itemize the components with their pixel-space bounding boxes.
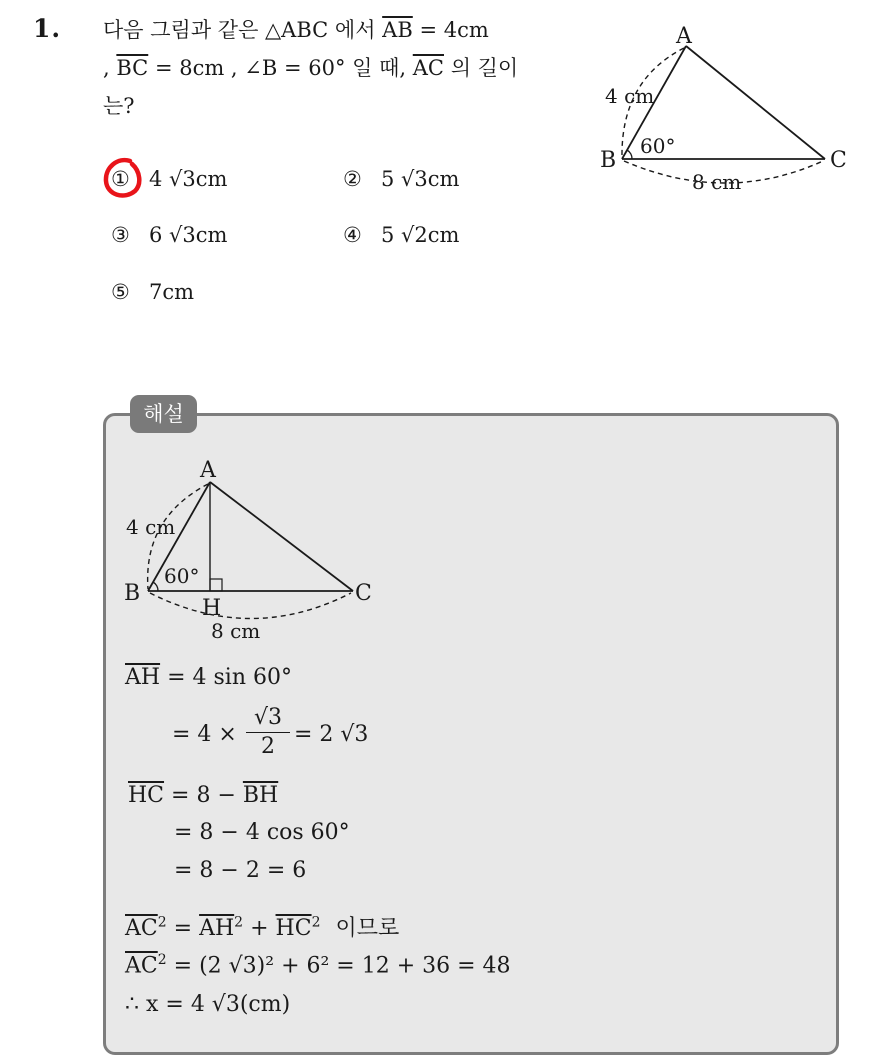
sol-label-side-bc: 8 cm xyxy=(211,619,261,642)
equation-ah-value: = 4 × xyxy=(172,722,237,747)
question-text: , xyxy=(103,56,117,80)
label-angle: 60° xyxy=(640,134,676,158)
label-side-bc: 8 cm xyxy=(692,170,742,194)
solution-triangle-diagram xyxy=(115,452,385,642)
choice-2[interactable]: ② 5 √3cm xyxy=(343,167,460,191)
question-line-2 xyxy=(103,52,518,82)
equation-hc: $\overline{HC} = 8 - \overline{BH}$ xyxy=(128,783,279,808)
question-line-1 xyxy=(103,14,489,44)
sol-label-side-ab: 4 cm xyxy=(126,515,176,539)
label-b: B xyxy=(600,148,617,173)
sol-label-a: A xyxy=(200,458,216,483)
equation-conclusion: ∴ x = 4 √3(cm) xyxy=(125,992,291,1017)
choice-3[interactable]: ③ 6 √3cm xyxy=(111,223,228,247)
segment-ac: $\overline{AC}$ xyxy=(412,56,444,80)
label-a: A xyxy=(676,24,692,49)
question-number: 1. xyxy=(33,14,62,43)
equation-pythagoras: $\overline{AC}^2 = \overline{AH}^2 + \overline{HC}^2$ 이므로 xyxy=(125,914,400,941)
equation-ah: $\overline{AH} = 4$ sin 60° xyxy=(125,665,292,690)
fraction-sqrt3-over-2: √3 2 xyxy=(246,704,290,761)
equation-ac-squared: $\overline{AC}^2 = (2$ √3)² + 6² = 12 + 36 = 48 xyxy=(125,952,511,979)
label-c: C xyxy=(830,148,847,173)
choice-5[interactable]: ⑤ 7cm xyxy=(111,280,195,304)
question-text: 의 길이 xyxy=(450,56,519,80)
sol-label-angle: 60° xyxy=(164,564,200,588)
equation-hc-step3: = 8 − 2 = 6 xyxy=(174,858,307,883)
sol-label-c: C xyxy=(355,581,372,606)
label-side-ab: 4 cm xyxy=(605,84,655,108)
solution-tag: 해설 xyxy=(130,395,197,433)
segment-ab: $\overline{AB}$ xyxy=(382,18,413,42)
question-text: = 4cm xyxy=(419,18,489,42)
question-text: 다음 그림과 같은 △ABC 에서 xyxy=(103,18,376,42)
answer-mark-icon xyxy=(100,155,148,203)
choice-4[interactable]: ④ 5 √2cm xyxy=(343,223,460,247)
question-text: = 8cm , ∠B = 60° 일 때, xyxy=(154,56,407,80)
segment-bc: $\overline{BC}$ xyxy=(116,56,149,80)
question-line-3: 는? xyxy=(103,94,135,118)
sol-label-h: H xyxy=(202,596,222,621)
triangle-diagram xyxy=(596,20,866,200)
equation-hc-step2: = 8 − 4 cos 60° xyxy=(174,820,350,845)
choice-1[interactable]: ① 4 √3cm xyxy=(111,167,228,191)
equation-ah-result: = 2 √3 xyxy=(294,722,369,747)
sol-label-b: B xyxy=(124,581,141,606)
